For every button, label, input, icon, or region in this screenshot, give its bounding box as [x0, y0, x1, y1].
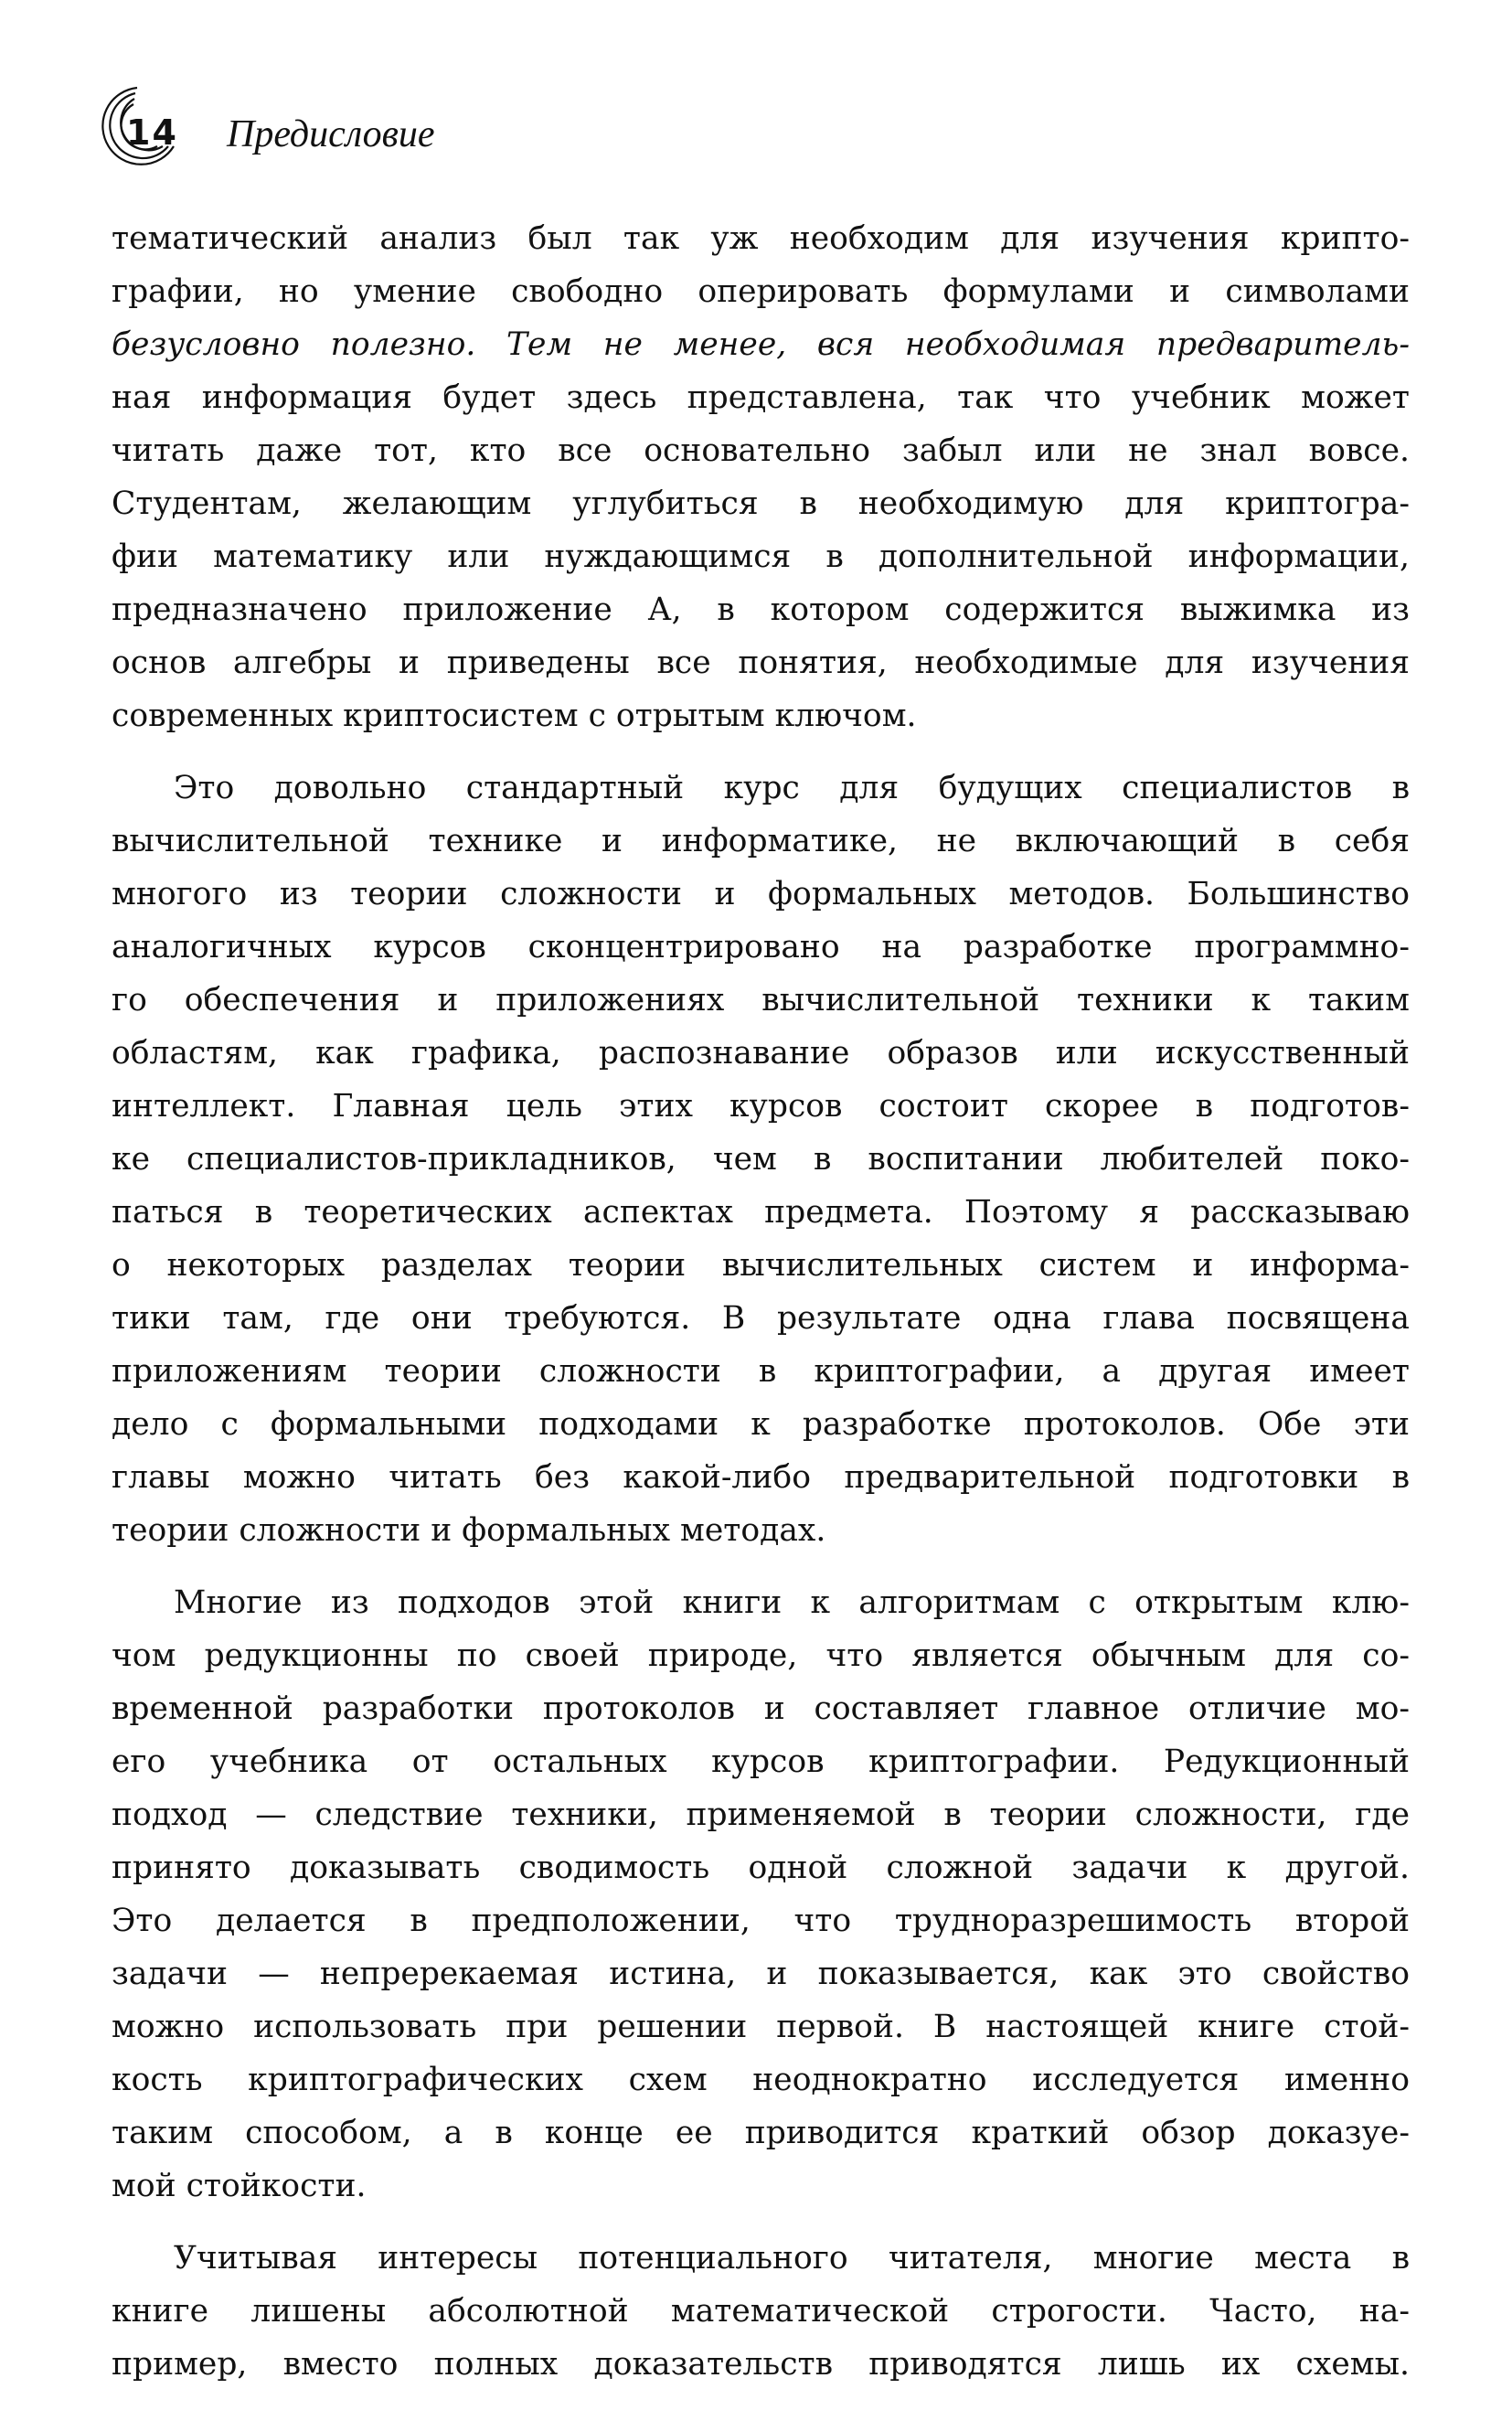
text-line: ке специалистов-прикладников, чем в воспитании любителей поко- — [112, 1141, 1410, 1178]
text-line: областям, как графика, распознавание образов или искусственный — [112, 1035, 1410, 1072]
text-line: о некоторых разделах теории вычислительных систем и информа- — [112, 1247, 1410, 1284]
text-line: графии, но умение свободно оперировать формулами и символами — [112, 273, 1410, 310]
text-line: кость криптографических схем неоднократно исследуется именно — [112, 2062, 1410, 2098]
text-line: можно использовать при решении первой. В настоящей книге стой- — [112, 2009, 1410, 2045]
text-line: главы можно читать без какой-либо предварительной подготовки в — [112, 1459, 1410, 1496]
text-line: дело с формальными подходами к разработке протоколов. Обе эти — [112, 1406, 1410, 1443]
page-number: 14 — [126, 112, 178, 153]
text-line: тики там, где они требуются. В результате одна глава посвящена — [112, 1300, 1410, 1337]
text-line: пример, вместо полных доказательств приводятся лишь их схемы. — [112, 2346, 1410, 2383]
paragraph — [112, 212, 1410, 742]
text-line: современных криптосистем с отрытым ключом. — [112, 698, 917, 734]
paragraph — [112, 1576, 1410, 2213]
text-line: читать даже тот, кто все основательно забыл или не знал вовсе. — [112, 432, 1410, 469]
paragraph — [112, 762, 1410, 1557]
text-line: временной разработки протоколов и составляет главное отличие мо- — [112, 1690, 1410, 1727]
text-line: предназначено приложение А, в котором содержится выжимка из — [112, 592, 1410, 628]
text-line: Это довольно стандартный курс для будущих специалистов в — [174, 770, 1410, 806]
text-line: фии математику или нуждающимся в дополнительной информации, — [112, 539, 1410, 575]
text-line: Учитывая интересы потенциального читателя, многие места в — [174, 2240, 1410, 2277]
text-line: таким способом, а в конце ее приводится краткий обзор доказуе- — [112, 2115, 1410, 2151]
text-line: интеллект. Главная цель этих курсов состоит скорее в подготов- — [112, 1088, 1410, 1125]
italic-text: безусловно полезно. Тем не менее, вся необходимая предваритель- — [112, 326, 1410, 363]
text-line: го обеспечения и приложениях вычислительной техники к таким — [112, 982, 1410, 1018]
text-line — [112, 318, 1410, 371]
text-line: принято доказывать сводимость одной сложной задачи к другой. — [112, 1850, 1410, 1886]
text-line: чом редукционны по своей природе, что является обычным для со- — [112, 1637, 1410, 1674]
text-line: подход — следствие техники, применяемой в теории сложности, где — [112, 1797, 1410, 1833]
page-header — [82, 71, 722, 181]
text-line: его учебника от остальных курсов криптографии. Редукционный — [112, 1744, 1410, 1780]
text-line: Студентам, желающим углубиться в необходимую для криптогра- — [112, 485, 1410, 522]
body-text — [112, 212, 1410, 2410]
text-line: теории сложности и формальных методах. — [112, 1512, 826, 1549]
text-line: основ алгебры и приведены все понятия, необходимые для изучения — [112, 645, 1410, 681]
text-line: книге лишены абсолютной математической строгости. Часто, на- — [112, 2293, 1410, 2330]
running-title: Предисловие — [227, 113, 435, 155]
text-line: ная информация будет здесь представлена, так что учебник может — [112, 379, 1410, 416]
text-line: Это делается в предположении, что трудноразрешимость второй — [112, 1903, 1410, 1939]
text-line: аналогичных курсов сконцентрировано на разработке программно- — [112, 929, 1410, 965]
text-line: приложениям теории сложности в криптографии, а другая имеет — [112, 1353, 1410, 1390]
text-line: задачи — непререкаемая истина, и показывается, как это свойство — [112, 1956, 1410, 1992]
paragraph — [112, 2232, 1410, 2391]
text-line: паться в теоретических аспектах предмета. Поэтому я рассказываю — [112, 1194, 1410, 1231]
text-line: мой стойкости. — [112, 2168, 367, 2204]
text-line: тематический анализ был так уж необходим для изучения крипто- — [112, 220, 1410, 257]
text-line: Многие из подходов этой книги к алгоритмам с открытым клю- — [174, 1584, 1410, 1621]
text-line: многого из теории сложности и формальных методов. Большинство — [112, 876, 1410, 912]
text-line: вычислительной технике и информатике, не включающий в себя — [112, 823, 1410, 859]
